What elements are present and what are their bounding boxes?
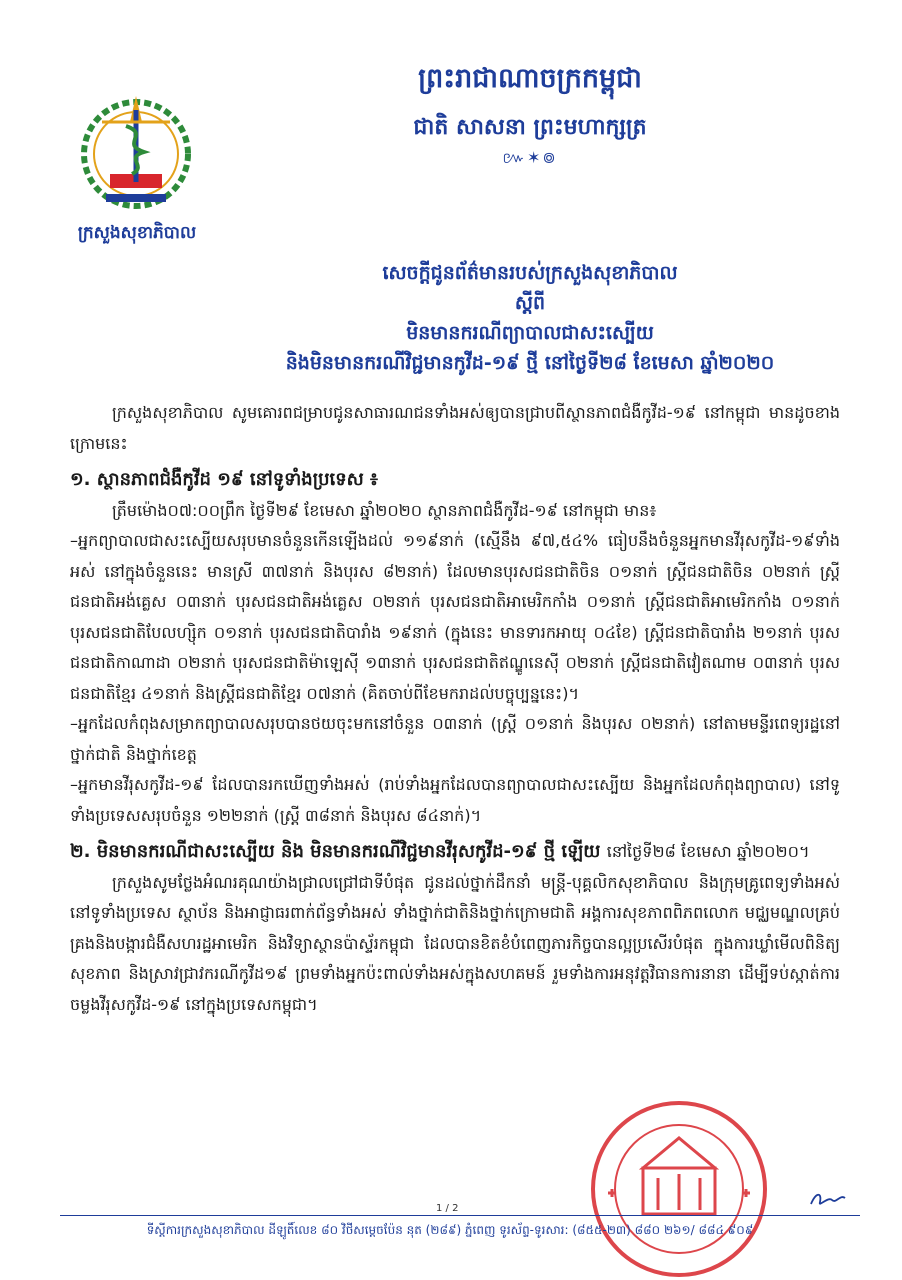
signature-icon (808, 1188, 848, 1210)
bullet-total-cases: –អ្នកមានវីរុសកូវីដ-១៩ ដែលបានរកឃើញទាំងអស់ (រាប់ទាំងអ្នកដែលបានព្យាបាលជាសះស្បើយ និងអ្នកដែលកំពុងព្យាបាល) នៅទូទាំងប្រទេសសរុបចំនួន ១២២នាក់ (ស្ត្រី ៣៨នាក់ និងបុរស ៨៤នាក់)។ (70, 775, 840, 825)
announcement-body (70, 398, 840, 1020)
footer-divider (60, 1215, 860, 1216)
section-1-heading: ១. ស្ថានភាពជំងឺកូវីដ ១៩ នៅទូទាំងប្រទេស ៖ (70, 469, 378, 490)
national-motto: ជាតិ សាសនា ព្រះមហាក្សត្រ (413, 114, 647, 140)
ornament: ៚✶៙ (502, 148, 558, 167)
ministry-emblem-icon (72, 82, 200, 217)
title-line-2: ស្តីពី (514, 292, 546, 314)
announcement-title (160, 258, 900, 378)
kingdom-title: ព្រះរាជាណាចក្រកម្ពុជា (418, 63, 642, 94)
bullet-recovered-text: អ្នកព្យាបាលជាសះស្បើយសរុបមានចំនួនកើនឡើងដល់ ១១៩នាក់ (ស្មើនឹង ៩៧,៥៤% ធៀបនឹងចំនួនអ្នកមានវីរុសកូវីដ-១៩ទាំងអស់ នៅក្នុងចំនួននេះ មានស្រី ៣៧នាក់ និងបុរស ៨២នាក់) ដែលមានបុរសជនជាតិចិន ០១នាក់ ស្ត្រីជនជាតិចិន ០២នាក់ ស្ត្រីជនជាតិអង់គ្លេស ០៣នាក់ បុរសជនជាតិអង់គ្លេស ០២នាក់ បុរសជនជាតិអាមេរិកកាំង ០១នាក់ ស្ត្រីជនជាតិអាមេរិកកាំង ០១នាក់ បុរសជនជាតិបែលហ្ស៊ិក ០១នាក់ បុរសជនជាតិបារាំង ១៩នាក់ (ក្នុងនេះ មានទារកអាយុ ០៤ខែ) ស្ត្រីជនជាតិបារាំង ២១នាក់ បុរសជនជាតិកាណាដា ០២នាក់ បុរសជនជាតិម៉ាឡេស៊ី ១៣នាក់ បុរសជនជាតិឥណ្ឌូនេស៊ី ០២នាក់ ស្ត្រីជនជាតិវៀតណាម ០៣នាក់ បុរសជនជាតិខ្មែរ ៤១នាក់ និងស្ត្រីជនជាតិខ្មែរ ០៧នាក់ (គិតចាប់ពីខែមករាដល់បច្ចុប្បន្ននេះ)។ (70, 531, 840, 703)
title-line-3: មិនមានករណីព្យាបាលជាសះស្បើយ (406, 322, 654, 344)
footer-address: ទីស្តីការក្រសួងសុខាភិបាល ដីឡូតិ៍លេខ ៨០ វិថីសម្តេចប៉ែន នុត (២៨៩) ភ្នំពេញ ទូរស័ព្ទ-ទូរសារ: (៨៥៥-២៣) ៨៨០ ២៦១/ ៨៨៤ ៩០៩ (146, 1223, 754, 1237)
section-2-date: នៅថ្ងៃទី២៨ ខែមេសា ឆ្នាំ២០២០។ (606, 842, 810, 861)
section-2-heading (70, 837, 840, 868)
title-line-1: សេចក្តីជូនព័ត៌មានរបស់ក្រសួងសុខាភិបាល (382, 262, 678, 284)
closing-paragraph: ក្រសួងសូមថ្លែងអំណរគុណយ៉ាងជ្រាលជ្រៅជាទីបំផុត ជូនដល់ថ្នាក់ដឹកនាំ មន្ត្រី-បុគ្គលិកសុខាភិបាល និងក្រុមគ្រូពេទ្យទាំងអស់នៅទូទាំងប្រទេស ស្ថាប័ន និងអាជ្ញាធរពាក់ព័ន្ធទាំងអស់ ទាំងថ្នាក់ជាតិនិងថ្នាក់ក្រោមជាតិ អង្គការសុខភាពពិភពលោក មជ្ឈមណ្ឌលគ្រប់គ្រងនិងបង្ការជំងឺសហរដ្ឋអាមេរិក និងវិទ្យាស្ថានប៉ាស្ទ័រកម្ពុជា ដែលបានខិតខំបំពេញភារកិច្ចបានល្អប្រសើរបំផុត ក្នុងការឃ្លាំមើលពិនិត្យសុខភាព និងស្រាវជ្រាវករណីកូវីដ១៩ ព្រមទាំងអ្នកប៉ះពាល់ទាំងអស់ក្នុងសហគមន៍ រួមទាំងការអនុវត្តវិធានការនានា ដើម្បីទប់ស្កាត់ការចម្លងវីរុសកូវីដ-១៩ នៅក្នុងប្រទេសកម្ពុជា។ (70, 872, 840, 1014)
bullet-recovered: –អ្នកព្យាបាលជាសះស្បើយសរុបមានចំនួនកើនឡើងដល់ ១១៩នាក់ (ស្មើនឹង ៩៧,៥៤% ធៀបនឹងចំនួនអ្នកមានវីរុសកូវីដ-១៩ទាំងអស់ នៅក្នុងចំនួននេះ មានស្រី ៣៧នាក់ និងបុរស ៨២នាក់) ដែលមានបុរសជនជាតិចិន ០១នាក់ ស្ត្រីជនជាតិចិន ០២នាក់ ស្ត្រីជនជាតិអង់គ្លេស ០៣នាក់ បុរសជនជាតិអង់គ្លេស ០២នាក់ បុរសជនជាតិអាមេរិកកាំង ០១នាក់ ស្ត្រីជនជាតិអាមេរិកកាំង ០១នាក់ បុរសជនជាតិបែលហ្ស៊ិក ០១នាក់ បុរសជនជាតិបារាំង ១៩នាក់ (ក្នុងនេះ មានទារកអាយុ ០៤ខែ) ស្ត្រីជនជាតិបារាំង ២១នាក់ បុរសជនជាតិកាណាដា ០២នាក់ បុរសជនជាតិម៉ាឡេស៊ី ១៣នាក់ បុរសជនជាតិឥណ្ឌូនេស៊ី ០២នាក់ ស្ត្រីជនជាតិវៀតណាម ០៣នាក់ បុរសជនជាតិខ្មែរ ៤១នាក់ និងស្ត្រីជនជាតិខ្មែរ ០៧នាក់ (គិតចាប់ពីខែមករាដល់បច្ចុប្បន្ននេះ)។ (70, 531, 840, 703)
bullet-in-treatment-text: អ្នកដែលកំពុងសម្រាកព្យាបាលសរុបបានថយចុះមកនៅចំនួន ០៣នាក់ (ស្ត្រី ០១នាក់ និងបុរស ០២នាក់) នៅតាមមន្ទីរពេទ្យរដ្ឋនៅថ្នាក់ជាតិ និងថ្នាក់ខេត្ត (70, 714, 840, 764)
kingdom-header (300, 62, 760, 171)
page-number: 1 / 2 (436, 1203, 459, 1214)
bullet-in-treatment: –អ្នកដែលកំពុងសម្រាកព្យាបាលសរុបបានថយចុះមកនៅចំនួន ០៣នាក់ (ស្ត្រី ០១នាក់ និងបុរស ០២នាក់) នៅតាមមន្ទីរពេទ្យរដ្ឋនៅថ្នាក់ជាតិ និងថ្នាក់ខេត្ត (70, 714, 840, 764)
intro-paragraph: ក្រសួងសុខាភិបាល សូមគោរពជម្រាបជូនសាធារណជនទាំងអស់ឲ្យបានជ្រាបពីស្ថានភាពជំងឺកូវីដ-១៩ នៅកម្ពុជា មានដូចខាងក្រោមនេះ (70, 403, 840, 453)
ministry-name: ក្រសួងសុខាភិបាល (77, 223, 197, 243)
bullet-total-cases-text: អ្នកមានវីរុសកូវីដ-១៩ ដែលបានរកឃើញទាំងអស់ (រាប់ទាំងអ្នកដែលបានព្យាបាលជាសះស្បើយ និងអ្នកដែលកំពុងព្យាបាល) នៅទូទាំងប្រទេសសរុបចំនួន ១២២នាក់ (ស្ត្រី ៣៨នាក់ និងបុរស ៨៤នាក់)។ (70, 775, 840, 825)
section-1-lead: ត្រឹមម៉ោង០៧:០០ព្រឹក ថ្ងៃទី២៩ ខែមេសា ឆ្នាំ២០២០ ស្ថានភាពជំងឺកូវីដ-១៩ នៅកម្ពុជា មាន៖ (112, 500, 657, 520)
title-line-4: និងមិនមានករណីវិជ្ជមានកូវីដ-១៩ ថ្មី នៅថ្ងៃទី២៨ ខែមេសា ឆ្នាំ២០២០ (285, 352, 775, 374)
section-2-heading-text: ២. មិនមានករណីជាសះស្បើយ និង មិនមានករណីវិជ្ជមានវីរុសកូវីដ-១៩ ថ្មី ឡើយ (70, 841, 601, 862)
official-seal-icon (588, 1098, 770, 1280)
